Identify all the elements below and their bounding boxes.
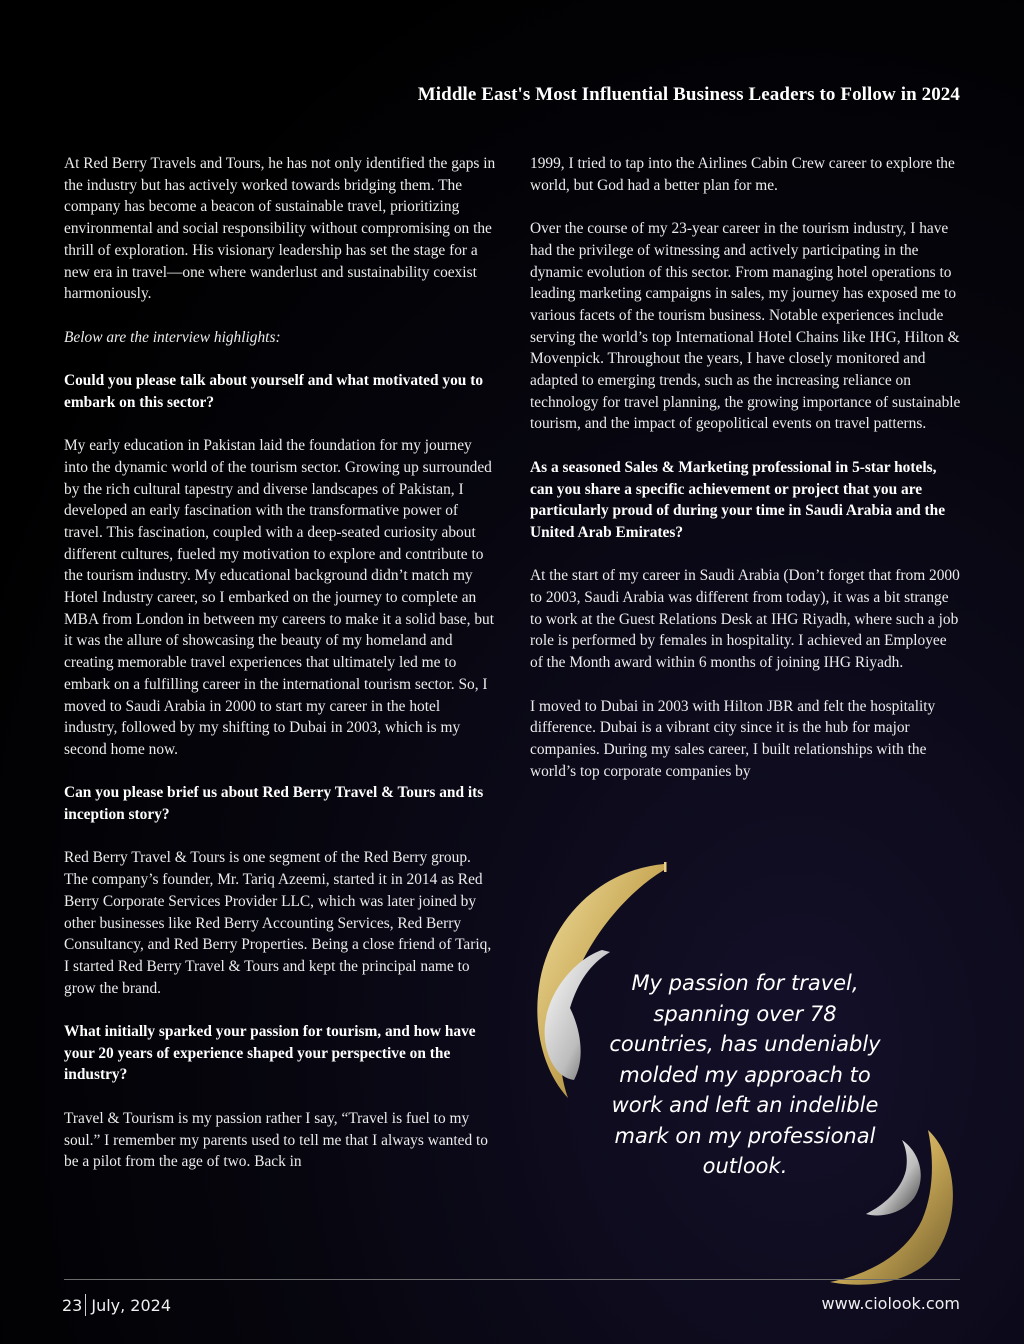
footer-website: www.ciolook.com: [821, 1294, 960, 1313]
left-column: [64, 153, 496, 1195]
interview-question-3: What initially sparked your passion for tourism, and how have your 20 years of experience shaped your perspective on the industry?: [64, 1023, 476, 1084]
interview-question-1: Could you please talk about yourself and what motivated you to embark on this sector?: [64, 372, 484, 411]
intro-paragraph: At Red Berry Travels and Tours, he has not only identified the gaps in the industry but has actively worked towards bridging them. The company has become a beacon of sustainable travel, prioritizing environmental and social responsibility without compromising on the thrill of exploration. His visionary leadership has set the stage for a new era in travel—one where wanderlust and sustainability coexist harmoniously.: [64, 155, 496, 303]
interview-answer-4: At the start of my career in Saudi Arabia (Don’t forget that from 2000 to 2003, Saudi Arabia was different from today), it was a bit strange to work at the Guest Relations Desk at IHG Riyadh, where such a job role is performed by females in hospitality. I achieved an Employee of the Month award within 6 months of joining IHG Riyadh.: [530, 567, 960, 672]
career-paragraph: Over the course of my 23-year career in the tourism industry, I have had the privilege of witnessing and actively participating in the dynamic evolution of this sector. From managing hotel operations to leading marketing campaigns in sales, my journey has exposed me to various facets of the tourism business. Notable experiences include serving the world’s top International Hotel Chains like IHG, Hilton & Movenpick. Throughout the years, I have closely monitored and adapted to emerging trends, such as the increasing reliance on technology for travel planning, the growing importance of sustainable tourism, and the impact of geopolitical events on travel patterns.: [530, 220, 961, 433]
highlights-intro: Below are the interview highlights:: [64, 328, 281, 346]
interview-answer-5: I moved to Dubai in 2003 with Hilton JBR and felt the hospitality difference. Dubai is a vibrant city since it is the hub for major companies. During my sales career, I built relationships with the world’s top corporate companies by: [530, 697, 936, 780]
interview-answer-1: My early education in Pakistan laid the foundation for my journey into the dynamic world of the tourism sector. Growing up surrounded by the rich cultural tapestry and diverse landscapes of Pakistan, I developed an early fascination with the transformative power of travel. This fascination, coupled with a deep-seated curiosity about different cultures, fueled my motivation to explore and contribute to the tourism industry. My educational background didn’t match my Hotel Industry career, so I embarked on the journey to complete an MBA from London in between my careers to make it a solid base, but it was the allure of showcasing the beauty of my homeland and creating memorable travel experiences that ultimately led me to embark on a fulfilling career in the international tourism sector. So, I moved to Saudi Arabia in 2000 to start my career in the hotel industry, followed by my shifting to Dubai in 2003, which is my second home now.: [64, 437, 494, 758]
interview-answer-2: Red Berry Travel & Tours is one segment of the Red Berry group. The company’s founder, Mr. Tariq Azeemi, started it in 2014 as Red Berry Corporate Services Provider LLC, which was later joined by other businesses like Red Berry Accounting Services, Red Berry Consultancy, and Red Berry Properties. Being a close friend of Tariq, I started Red Berry Travel & Tours and kept the principal name to grow the brand.: [64, 849, 492, 997]
footer-page-info: [62, 1294, 171, 1316]
issue-date: July, 2024: [91, 1295, 172, 1315]
right-column: [530, 153, 962, 804]
footer-divider: [64, 1279, 960, 1280]
answer-3-continued: 1999, I tried to tap into the Airlines Cabin Crew career to explore the world, but God had a better plan for me.: [530, 155, 955, 194]
pull-quote-text: My passion for travel, spanning over 78 countries, has undeniably molded my approach to work and left an indelible mark on my professional outlook.: [609, 971, 881, 1178]
pull-quote: [530, 858, 962, 1288]
interview-answer-3: Travel & Tourism is my passion rather I say, “Travel is fuel to my soul.” I remember my parents used to tell me that I always wanted to be a pilot from the age of two. Back in: [64, 1109, 488, 1171]
interview-question-2: Can you please brief us about Red Berry Travel & Tours and its inception story?: [64, 784, 484, 824]
footer-separator: [85, 1294, 86, 1316]
page-number: 23: [62, 1295, 83, 1315]
page-header-title: Middle East's Most Influential Business Leaders to Follow in 2024: [417, 84, 960, 105]
interview-question-4: As a seasoned Sales & Marketing professional in 5-star hotels, can you share a specific achievement or project that you are particularly proud of during your time in Saudi Arabia and the United Arab Emirates?: [530, 458, 946, 541]
